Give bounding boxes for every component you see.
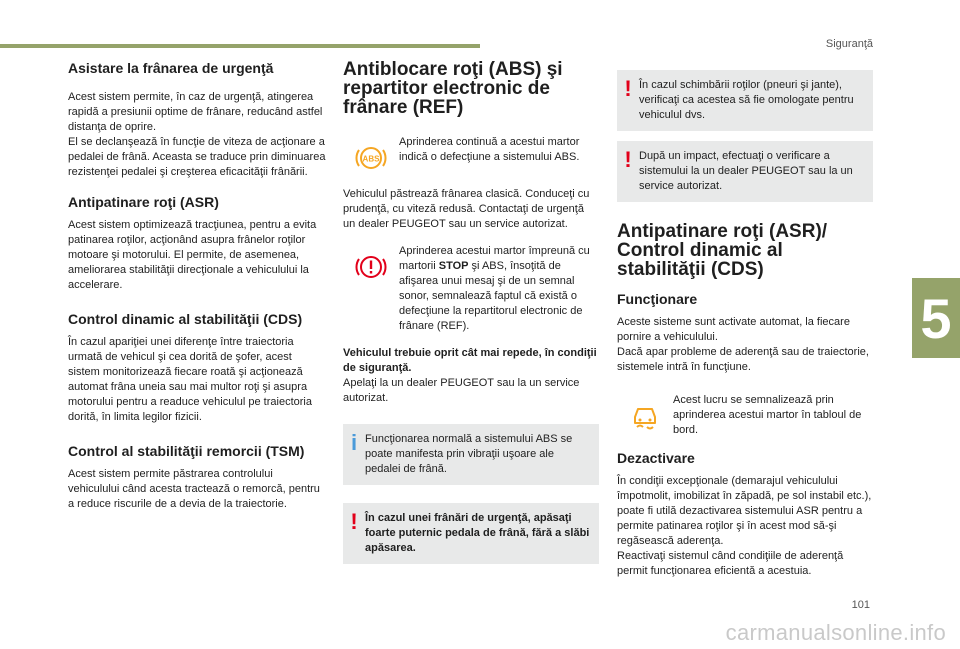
paragraph: Aceste sisteme sunt activate automat, la fiecare pornire a vehiculului. (617, 316, 850, 343)
section-title: Siguranţă (825, 38, 873, 50)
info-icon: i (350, 430, 358, 455)
warning-note-wheels (617, 70, 873, 131)
warning-note-text: În cazul schimbării roţilor (pneuri şi jante), verificaţi ca acestea să fie omologate pentru vehiculul dvs. (639, 79, 854, 121)
ref-warning-icon (343, 244, 399, 284)
abs-warning-icon (343, 135, 399, 175)
info-note-text: Funcţionarea normală a sistemului ABS se poate manifesta prin vibraţii uşoare ale pedalei de frână. (365, 433, 573, 475)
ref-text-stop: STOP (438, 260, 469, 272)
heading-deactivation: Dezactivare (617, 450, 695, 466)
page-number: 101 (851, 599, 870, 611)
paragraph: În cazul apariţiei unei diferenţe între traiectoria urmată de vehicul şi cea dorită de şofer, acest sistem monitorizează fiecare roată şi acţionează automat frâna uneia sau mai multor roţi şi asupra motorului pentru a readuce vehiculul pe traiectoria dorită, în limita legilor fizicii. (68, 336, 312, 423)
warning-note-impact (617, 141, 873, 202)
paragraph: Apelaţi la un dealer PEUGEOT sau la un service autorizat. (343, 377, 580, 404)
stop-vehicle-text: Vehiculul trebuie oprit cât mai repede, în condiţii de siguranţă. (343, 347, 597, 374)
heading-tsm: Control al stabilităţii remorcii (TSM) (68, 443, 305, 459)
watermark: carmanualsonline.info (725, 620, 946, 645)
warning-icon: ! (350, 509, 358, 534)
paragraph: Acest sistem permite păstrarea controlului vehiculului când acesta tractează o remorcă, pentru a reduce riscurile de a devia de la traiectorie. (68, 468, 320, 510)
heading-abs-ref: Antiblocare roţi (ABS) şi repartitor electronic de frânare (REF) (343, 59, 563, 118)
cds-warning-icon (617, 393, 673, 433)
info-note (343, 424, 599, 485)
paragraph: Acest sistem optimizează tracţiunea, pentru a evita patinarea roţilor, acţionând asupra frânelor roţilor motoare şi motorului. El permite, de asemenea, ameliorarea stabilităţii direcţionale a vehiculului la accelerare. (68, 219, 317, 291)
heading-functioning: Funcţionare (617, 291, 698, 307)
column-right (617, 70, 873, 579)
column-left (68, 60, 326, 512)
ref-warning-row (343, 244, 599, 334)
warning-icon: ! (624, 76, 632, 101)
paragraph: Vehiculul păstrează frânarea clasică. Conduceţi cu prudenţă, cu viteză redusă. Contactaţi de urgenţă un dealer PEUGEOT sau un service autorizat. (343, 188, 590, 230)
heading-emergency-braking: Asistare la frânarea de urgenţă (68, 60, 274, 76)
paragraph: El se declanşează în funcţie de viteza de acţionare a pedalei de frână. Aceasta se traduce prin diminuarea rezistenţei pedalei şi creşterea eficacităţii frânării. (68, 136, 326, 178)
cds-warning-row (617, 393, 873, 438)
ref-warning-text (399, 244, 599, 334)
paragraph: Acest sistem permite, în caz de urgenţă, atingerea rapidă a presiunii optime de frânare, reducând astfel distanţa de oprire. (68, 91, 323, 133)
chapter-tab: 5 (912, 278, 960, 358)
paragraph: Dacă apar probleme de aderenţă sau de traiectorie, sistemele intră în funcţiune. (617, 346, 869, 373)
abs-icon-text: ABS (362, 154, 380, 164)
heading-cds: Control dinamic al stabilităţii (CDS) (68, 311, 303, 327)
ref-text-part1: Aprinderea acestui martor împreună cu martorii (399, 245, 590, 272)
warning-note-text: În cazul unei frânări de urgenţă, apăsaţi foarte puternic pedala de frână, fără a slăbi apăsarea. (365, 512, 590, 554)
header-accent-bar (0, 44, 480, 48)
warning-icon: ! (624, 147, 632, 172)
abs-warning-row (343, 135, 599, 175)
ref-text-part2: şi ABS, însoţită de afişarea unui mesaj şi de un semnal sonor, semnalează faptul că există o defecţiune la repartitorul electronic de frânare (REF). (399, 260, 583, 332)
heading-asr: Antipatinare roţi (ASR) (68, 194, 219, 210)
column-middle (343, 60, 599, 564)
paragraph: Reactivaţi sistemul când condiţiile de aderenţă permit funcţionarea eficientă a acestuia. (617, 550, 844, 577)
paragraph: În condiţii excepţionale (demarajul vehiculului împotmolit, imobilizat în zăpadă, pe sol instabil etc.), poate fi utilă dezactivarea sistemului ASR pentru a permite patinarea roţilor şi în acest mod să-şi regăsească aderenţa. (617, 475, 872, 547)
cds-warning-text: Acest lucru se semnalizează prin aprinderea acestui martor în tabloul de bord. (673, 394, 862, 436)
warning-note (343, 503, 599, 564)
abs-warning-text: Aprinderea continuă a acestui martor indică o defecţiune a sistemului ABS. (399, 136, 580, 163)
heading-asr-cds: Antipatinare roţi (ASR)/ Control dinamic al stabilităţii (CDS) (617, 221, 828, 280)
warning-note-text: După un impact, efectuaţi o verificare a sistemului la un dealer PEUGEOT sau la un service autorizat. (639, 150, 853, 192)
